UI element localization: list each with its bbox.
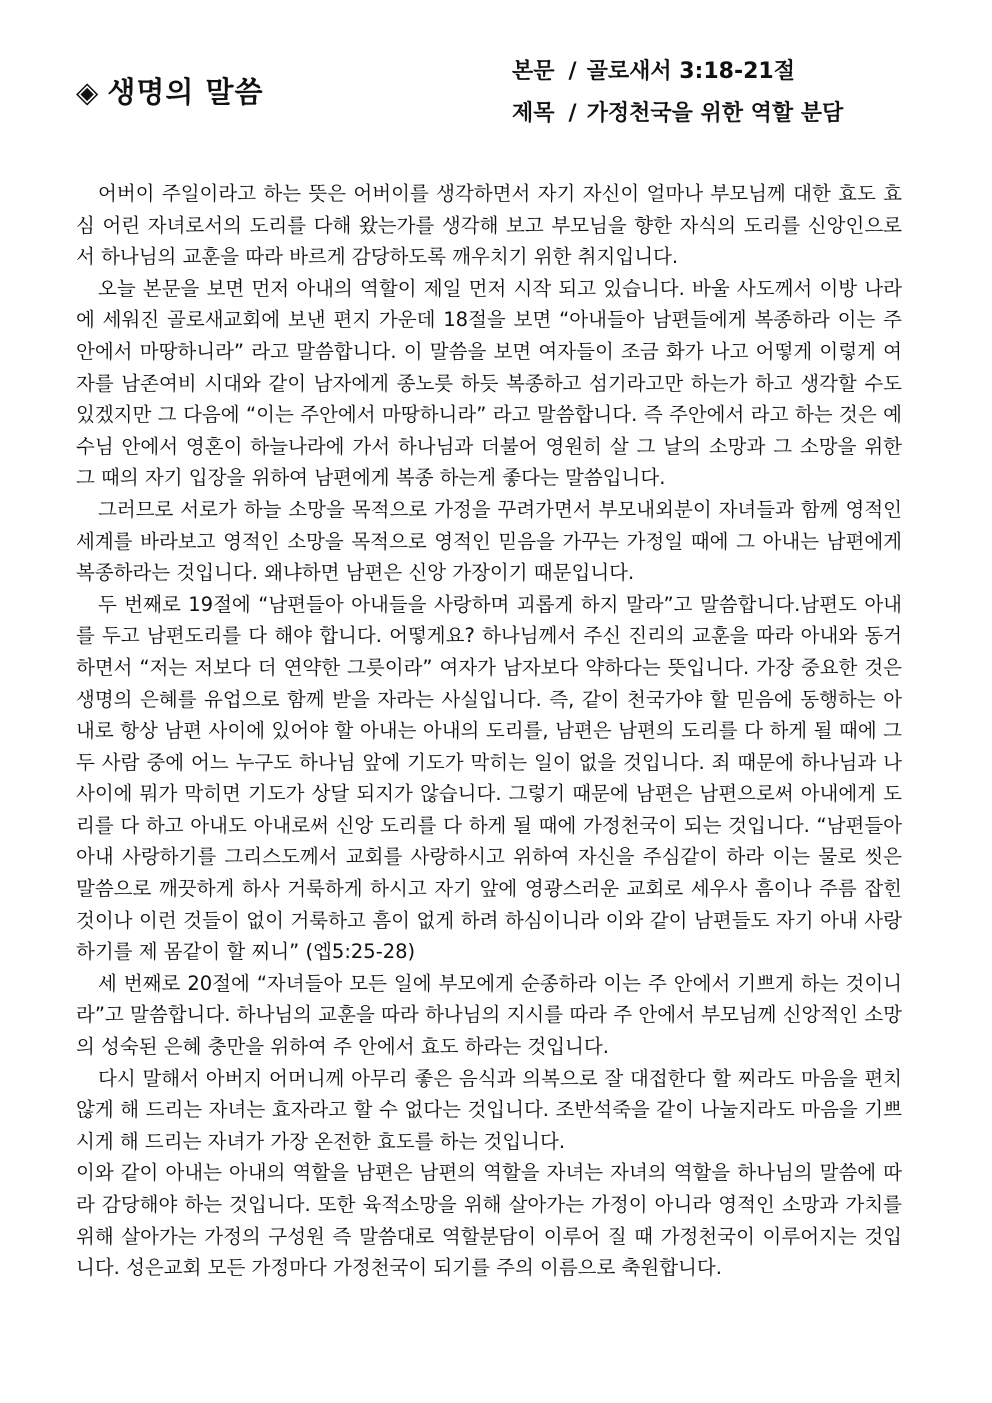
sermon-body: [76, 178, 902, 1284]
paragraph-1: 어버이 주일이라고 하는 뜻은 어버이를 생각하면서 자기 자신이 얼마나 부모님께 대한 효도 효심 어린 자녀로서의 도리를 다해 왔는가를 생각해 보고 부모님을 향한 자식의 도리를 신앙인으로서 하나님의 교훈을 따라 바르게 감당하도록 깨우치기 위한 취지입니다.: [76, 182, 902, 269]
paragraph-2: 오늘 본문을 보면 먼저 아내의 역할이 제일 먼저 시작 되고 있습니다. 바울 사도께서 이방 나라에 세워진 골로새교회에 보낸 편지 가운데 18절을 보면 “아내들아 남편들에게 복종하라 이는 주 안에서 마땅하니라” 라고 말씀합니다. 이 말씀을 보면 여자들이 조금 화가 나고 어떻게 이렇게 여자를 남존여비 시대와 같이 남자에게 종노릇 하듯 복종하고 섬기라고만 하는가 하고 생각할 수도 있겠지만 그 다음에 “이는 주안에서 마땅하니라” 라고 말씀합니다. 즉 주안에서 라고 하는 것은 예수님 안에서 영혼이 하늘나라에 가서 하나님과 더불어 영원히 살 그 날의 소망과 그 소망을 위한 그 때의 자기 입장을 위하여 남편에게 복종 하는게 좋다는 말씀입니다.: [76, 276, 902, 490]
subject-label: 제목: [512, 101, 555, 126]
passage-label: 본문: [512, 59, 555, 84]
diamond-icon: ◈: [76, 75, 100, 109]
paragraph-4: 두 번째로 19절에 “남편들아 아내들을 사랑하며 괴롭게 하지 말라”고 말씀합니다.남편도 아내를 두고 남편도리를 다 해야 합니다. 어떻게요? 하나님께서 주신 진리의 교훈을 따라 아내와 동거하면서 “저는 저보다 더 연약한 그릇이라” 여자가 남자보다 약하다는 뜻입니다. 가장 중요한 것은 생명의 은혜를 유업으로 함께 받을 자라는 사실입니다. 즉, 같이 천국가야 할 믿음에 동행하는 아내로 항상 남편 사이에 있어야 할 아내는 아내의 도리를, 남편은 남편의 도리를 다 하게 될 때에 그 두 사람 중에 어느 누구도 하나님 앞에 기도가 막히는 일이 없을 것입니다. 죄 때문에 하나님과 나 사이에 뭐가 막히면 기도가 상달 되지가 않습니다. 그렇기 때문에 남편은 남편으로써 아내에게 도리를 다 하고 아내도 아내로써 신앙 도리를 다 하게 될 때에 가정천국이 되는 것입니다. “남편들아 아내 사랑하기를 그리스도께서 교회를 사랑하시고 위하여 자신을 주심같이 하라 이는 물로 씻은 말씀으로 깨끗하게 하사 거룩하게 하시고 자기 앞에 영광스러운 교회로 세우사 흠이나 주름 잡힌 것이나 이런 것들이 없이 거룩하고 흠이 없게 하려 하심이니라 이와 같이 남편들도 자기 아내 사랑하기를 제 몸같이 할 찌니” (엡5:25-28): [76, 592, 902, 964]
passage-line: [512, 54, 795, 85]
paragraph-5: 세 번째로 20절에 “자녀들아 모든 일에 부모에게 순종하라 이는 주 안에서 기쁘게 하는 것이니라”고 말씀합니다. 하나님의 교훈을 따라 하나님의 지시를 따라 주 안에서 부모님께 신앙적인 소망의 성숙된 은혜 충만을 위하여 주 안에서 효도 하라는 것입니다.: [76, 971, 902, 1059]
subject-value: 가정천국을 위한 역할 분담: [586, 101, 844, 126]
paragraph-3: 그러므로 서로가 하늘 소망을 목적으로 가정을 꾸려가면서 부모내외분이 자녀들과 함께 영적인 세계를 바라보고 영적인 소망을 목적으로 영적인 믿음을 가꾸는 가정일 때에 그 아내는 남편에게 복종하라는 것입니다. 왜냐하면 남편은 신앙 가장이기 때문입니다.: [76, 497, 902, 585]
paragraph-7: 이와 같이 아내는 아내의 역할을 남편은 남편의 역할을 자녀는 자녀의 역할을 하나님의 말씀에 따라 감당해야 하는 것입니다. 또한 육적소망을 위해 살아가는 가정이 아니라 영적인 소망과 가치를 위해 살아가는 가정의 구성원 즉 말씀대로 역할분담이 이루어 질 때 가정천국이 이루어지는 것입니다. 성은교회 모든 가정마다 가정천국이 되기를 주의 이름으로 축원합니다.: [76, 1161, 902, 1280]
page-header: [0, 0, 992, 150]
subject-line: [512, 96, 843, 127]
subject-separator: /: [568, 101, 577, 126]
passage-value: 골로새서 3:18-21절: [586, 59, 795, 84]
passage-separator: /: [568, 59, 577, 84]
page-title: [76, 70, 263, 111]
page-title-text: 생명의 말씀: [107, 75, 264, 109]
paragraph-6: 다시 말해서 아버지 어머니께 아무리 좋은 음식과 의복으로 잘 대접한다 할 찌라도 마음을 편치 않게 해 드리는 자녀는 효자라고 할 수 없다는 것입니다. 조반석죽을 같이 나눌지라도 마음을 기쁘시게 해 드리는 자녀가 가장 온전한 효도를 하는 것입니다.: [76, 1066, 902, 1153]
